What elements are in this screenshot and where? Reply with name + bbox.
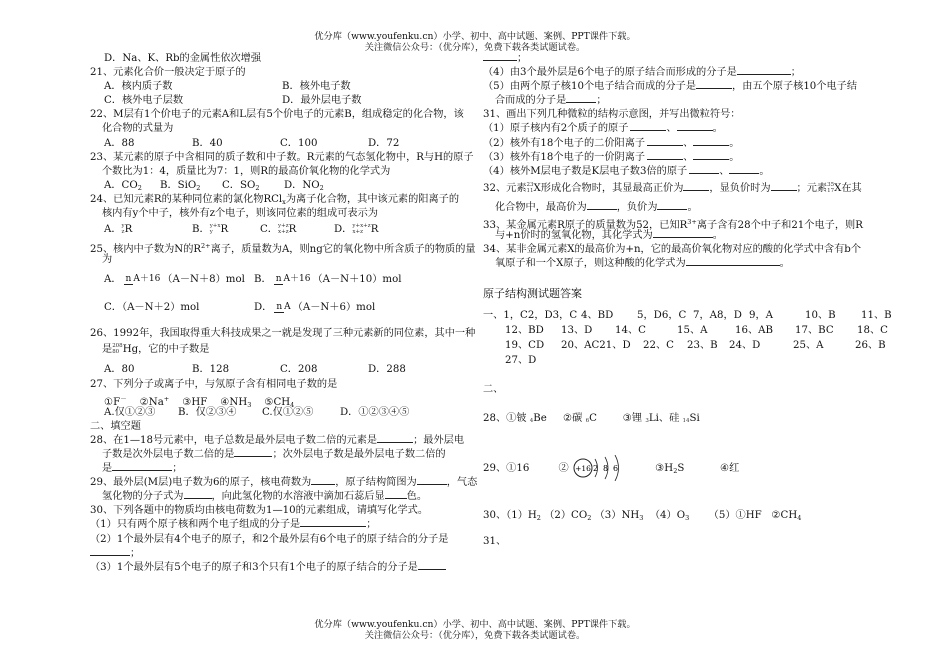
q26-options: A．80 B．128 C．208 D．288 [104,364,406,376]
q34-stem: 34、某非金属元素X的最高价为+n，它的最高价氧化物对应的酸的化学式中含有b个 [483,244,862,256]
answer-30: 30、$(1)H_2$ $(2)CO_2$ $(3)NH_3$ $(4)O_3$ （5）①HF $②CH_4$ [483,509,802,522]
q31-1: （1）原子核内有2个质子的原子 、 。 [483,123,723,135]
q24-stem: 24、已知元素R的某种同位素的氯化物RCl$_x$为离子化合物，其中该元素的阳离子的 [90,193,460,206]
q30-3: （3）1个最外层有5个电子的原子和3个只有1个电子的原子结合的分子是 [90,561,470,575]
q25-options-ab: A． n A＋16 （A－N＋8）mol B． n A＋16 （A－N＋10）mol [104,273,402,286]
nucleus-charge: +16 [574,463,591,473]
q33-stem-2: 与+n价时的氢氧化物，其化学式为 。 [495,230,723,242]
footer-line-2: 关注微信公众号：（优分库），免费下载各类试题试卷。 [364,630,586,641]
answers-row-4: 27、D [505,355,537,367]
q30-1: （1）只有两个原子核和两个电子组成的分子是 ； [90,519,377,531]
answers-row-1: 一、1，C2，D3，C 4、BD 5，D6，C 7，A8，D 9，A 10、B 11、B [483,310,892,322]
q29-stem-2: 氢化物的分子式为 ，向此氢化物的水溶液中滴加石蕊后显 色。 [102,491,428,503]
answer-29: 29、①16 ② +16 2 8 6 $③H_2S$ ④红 [483,455,903,483]
q28-stem-2: 子数是次外层电子数二倍的是 ；次外层电子数是最外层电子数二倍的 [102,448,446,460]
q23-options: A．CO2 B．SiO2 C．SO2 D．NO2 [104,179,324,192]
q30-2: （2）1个最外层有4个电子的原子，和2个最外层有6个电子的原子结合的分子是 [90,533,449,545]
q27-options: A.仅①②③ B．仅②③④ C.仅①②⑤ D．①②③④⑤ [104,406,410,418]
q32-stem: 32、元素23 11X形成化合物时，其显最高正价为 ，显负价时为 ；元素35 17X在其 [483,181,862,194]
q26-stem: 26、1992年，我国取得重大科技成果之一就是发现了三种元素新的同位素，其中一种 [90,328,476,340]
answer-title: 原子结构测试题答案 [483,287,582,301]
answers-row-3: 19、CD 20、AC21、D 22、C 23、B 24、D 25、A 26、B [505,340,886,352]
q25-options-cd: C．（A－N＋2）mol D． n A （A－N＋6）mol [104,301,376,314]
q24-options: A．y zR B．y+x y R C．y+z x+zR D．y+x+z x+z R [104,223,379,236]
q26-stem-2: 是208 80 Hg，它的中子数是 [102,343,210,356]
q29-stem: 29、最外层(M层)电子数为6的原子，核电荷数为 ，原子结构简图为 ，气态 [90,477,478,489]
q28-stem-3: 是 ； [102,463,183,475]
q23-stem-2: 个数比为1：4，质量比为7：1，则R的最高价氧化物的化学式为 [102,165,391,177]
shell-3-count: 6 [612,463,618,473]
answer-28: 28、①铍 4Be ②碳 6C ③锂 3Li、硅 14Si [483,412,700,424]
q25-stem: 25、核内中子数为N的$R^{2+}$离子，质量数为A，则ng它的氧化物中所含质子的物质的量 [90,242,476,256]
q31-3: （3）核外有18个电子的一价阴离子 、 。 [483,151,740,163]
q22-options: A．88 B．40 C．100 D．72 [104,137,400,149]
page-footer [0,619,950,641]
left-column [90,52,478,575]
q21-options-cd: C．核外电子层数 D．最外层电子数 [104,95,362,107]
header-line-1: 优分库（www.youfenku.cn）小学、初中、高中试题、案例、PPT课件下载。 [314,31,636,42]
sulfur-atom-structure-diagram [572,455,652,481]
header-line-2: 关注微信公众号：（优分库），免费下载各类试题试卷。 [364,42,586,53]
right-column [483,52,903,549]
q23-stem: 23、某元素的原子中含相同的质子数和中子数。R元素的气态氢化物中，R与H的原子 [90,151,474,163]
q30-5-2: 合而成的分子是 ； [495,95,607,107]
q34-stem-2: 氧原子和一个X原子，则这种酸的化学式为 。 [495,258,790,270]
q31-stem: 31、画出下列几种微粒的结构示意图，并写出微粒符号： [483,109,741,121]
q30-stem: 30、下列各题中的物质均由核电荷数为1—10的元素组成，请填写化学式。 [90,505,429,517]
q22-stem-2: 化合物的式量为 [102,123,174,135]
q24-stem-2: 核内有y个中子，核外有z个电子，则该同位素的组成可表示为 [102,208,378,220]
q27-stem: 27、下列分子或离子中，与氖原子含有相同电子数的是 [90,378,338,390]
q25-stem-2: 为 [102,254,113,266]
q33-stem: 33、某金属元素R原子的质量数为52，已知$R^{3+}$离子含有28个中子和21个电子，则R [483,217,863,231]
shell-1-count: 2 [592,463,598,473]
q30-2-blank: ； [90,547,470,561]
q28-stem: 28、在1—18号元素中，电子总数是最外层电子数二倍的元素是 ；最外层电 [90,434,465,446]
answers-row-2: 12、BD 13、D 14、C 15、A 16、AB 17、BC 18、C [505,325,888,337]
answer-31: 31、 [483,535,507,547]
q30-5: （5）由两个原子核10个电子结合而成的分子是 ，由五个原子核10个电子结 [483,81,858,93]
answer-section-2: 二、 [483,383,504,395]
q20-option-d: D．Na、K、Rb的金属性依次增强 [104,53,262,64]
q22-stem: 22、M层有1个价电子的元素A和L层有5个价电子的元素B，组成稳定的化合物，该 [90,109,464,121]
shell-2-count: 8 [602,463,608,473]
q21-options-ab: A．核内质子数 B．核外电子数 [104,81,351,93]
q32-stem-2: 化合物中，最高价为 ，负价为 。 [495,201,698,213]
q27-items: ①F－ ②Na+ ③HF $④NH_3$ $⑤CH_4$ [104,394,295,409]
q30-4: （4）由3个最外层是6个电子的原子结合而形成的分子是 ； [483,67,801,79]
page-header [0,31,950,53]
footer-line-1: 优分库（www.youfenku.cn）小学、初中、高中试题、案例、PPT课件下载。 [314,619,636,630]
q31-2: （2）核外有18个电子的二价阳离子 、 。 [483,137,740,149]
q31-4: （4）核外M层电子数是K层电子数3倍的原子 、 。 [483,165,770,177]
q21-stem: 21、元素化合价一般决定于原子的 [90,67,246,79]
section-2-title: 二、填空题 [90,420,141,432]
q30-3-continued: ； [483,52,903,66]
